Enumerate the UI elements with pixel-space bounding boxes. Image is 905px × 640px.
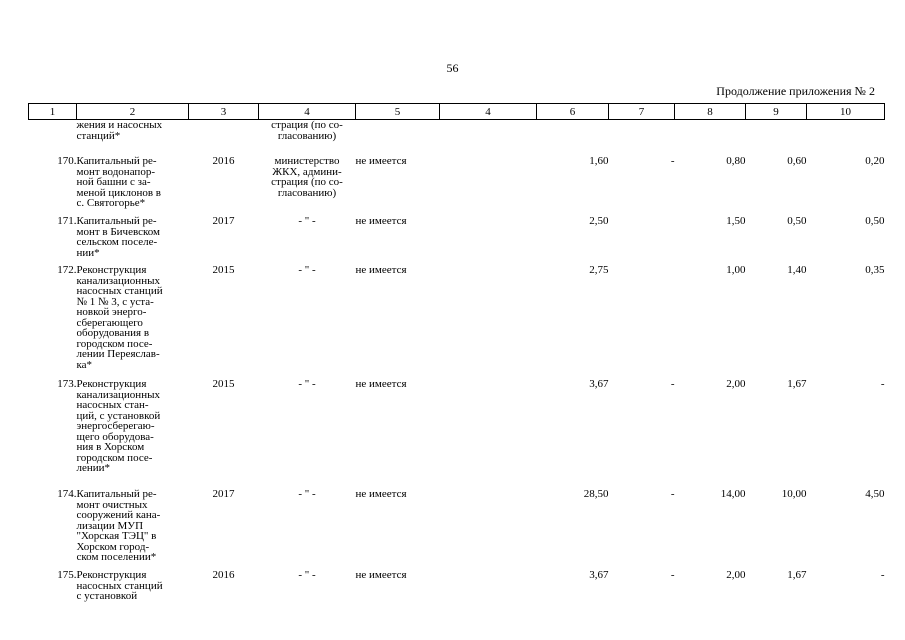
name-line: щего оборудова- <box>76 430 154 443</box>
name-line: Реконструкция <box>76 378 147 390</box>
header-cell: 1 <box>29 104 77 120</box>
org-line: - " - <box>298 488 316 500</box>
documentation-cell: не имеется <box>355 215 407 227</box>
col10-cell: - <box>880 378 885 390</box>
row-number-cell: 173. <box>57 378 77 390</box>
table-row <box>29 216 885 265</box>
name-line: нии* <box>76 246 100 259</box>
header-cell: 10 <box>807 104 885 120</box>
name-line: монт очистных <box>76 498 148 511</box>
header-cell: 3 <box>189 104 259 120</box>
total-cell: 3,67 <box>589 569 609 581</box>
header-row <box>29 104 885 120</box>
name-line: с. Святогорье* <box>76 197 146 209</box>
responsible-org-cell <box>259 216 356 265</box>
header-cell: 9 <box>746 104 807 120</box>
name-line: Капитальный ре- <box>76 215 157 227</box>
name-line: лении Переяслав- <box>76 348 160 360</box>
header-cell: 4 <box>259 104 356 120</box>
col7-cell: - <box>670 488 675 500</box>
col9-cell: 1,40 <box>787 264 807 276</box>
responsible-org-cell <box>259 489 356 570</box>
col7-cell: - <box>670 155 675 167</box>
year-cell: 2016 <box>212 569 235 581</box>
name-line: меной циклонов в <box>76 186 161 199</box>
header-cell: 6 <box>537 104 609 120</box>
cont-org-cell <box>259 120 356 157</box>
measure-name-cell <box>77 489 189 570</box>
name-line: Хорском город- <box>76 540 150 553</box>
measure-name-cell <box>77 265 189 379</box>
name-line: Реконструкция <box>76 569 147 581</box>
org-line: - " - <box>298 569 316 581</box>
table-row <box>29 570 885 610</box>
header-cell: 5 <box>356 104 440 120</box>
name-line: канализационных <box>76 274 160 287</box>
org-line: - " - <box>298 215 316 227</box>
col8-cell: 1,50 <box>726 215 746 227</box>
col4-cell <box>440 156 537 216</box>
name-line: Капитальный ре- <box>76 155 157 167</box>
col9-cell: 0,60 <box>787 155 807 167</box>
col9-cell: 0,50 <box>787 215 807 227</box>
col10-cell: - <box>880 569 885 581</box>
col10-cell: 0,50 <box>865 215 885 227</box>
row-number-cell: 175. <box>57 569 77 581</box>
year-cell: 2015 <box>212 378 235 390</box>
header-cell: 2 <box>77 104 189 120</box>
responsible-org-cell <box>259 265 356 379</box>
cont-name-cell <box>77 120 189 157</box>
name-line: монт водонапор- <box>76 165 155 178</box>
total-cell: 1,60 <box>589 155 609 167</box>
col4-cell <box>440 379 537 489</box>
header-cell: 4 <box>440 104 537 120</box>
total-cell: 2,50 <box>589 215 609 227</box>
name-line: ском поселении* <box>76 551 157 563</box>
responsible-org-cell <box>259 570 356 610</box>
name-line: насосных стан- <box>76 399 149 411</box>
org-line: страция (по со- <box>271 119 343 131</box>
org-line: гласованию) <box>277 129 337 142</box>
responsible-org-cell <box>259 156 356 216</box>
col4-cell <box>440 265 537 379</box>
col10-cell: 0,35 <box>865 264 885 276</box>
name-line: лизации МУП <box>76 519 144 532</box>
page-number: 56 <box>446 61 459 75</box>
name-line: энергосберегаю- <box>76 420 155 432</box>
col9-cell: 10,00 <box>781 488 807 500</box>
name-line: сельском поселе- <box>76 236 158 248</box>
year-cell: 2016 <box>212 155 235 167</box>
header-cell: 7 <box>609 104 675 120</box>
col8-cell: 2,00 <box>726 378 746 390</box>
year-cell: 2015 <box>212 264 235 276</box>
col10-cell: 4,50 <box>865 488 885 500</box>
documentation-cell: не имеется <box>355 155 407 167</box>
name-line: ной башни с за- <box>76 176 151 188</box>
name-line: ка* <box>76 358 93 371</box>
name-line: ций, с установкой <box>76 409 161 422</box>
row-number-cell: 170. <box>57 155 77 167</box>
name-line: оборудования в <box>76 327 150 339</box>
name-line: сооружений кана- <box>76 509 161 521</box>
col4-cell <box>440 216 537 265</box>
org-line: - " - <box>298 378 316 390</box>
continuation-row <box>29 120 885 157</box>
responsible-org-cell <box>259 379 356 489</box>
continuation-caption: Продолжение приложения № 2 <box>716 84 875 98</box>
col10-cell: 0,20 <box>865 155 885 167</box>
name-line: канализационных <box>76 388 160 401</box>
year-cell: 2017 <box>212 215 235 227</box>
name-line: насосных станций <box>76 285 163 297</box>
org-line: гласованию) <box>277 186 337 199</box>
measure-name-cell <box>77 379 189 489</box>
total-cell: 3,67 <box>589 378 609 390</box>
table-row <box>29 156 885 216</box>
name-line: с установкой <box>76 590 138 602</box>
table-row <box>29 489 885 570</box>
total-cell: 28,50 <box>583 488 609 500</box>
measure-name-cell <box>77 156 189 216</box>
name-line: № 1 № 3, с уста- <box>76 295 154 308</box>
org-line: страция (по со- <box>271 176 343 188</box>
table-row <box>29 265 885 379</box>
name-line: городском посе- <box>76 337 153 350</box>
col8-cell: 1,00 <box>726 264 746 276</box>
appendix-table <box>28 103 885 610</box>
row-number-cell: 174. <box>57 488 77 500</box>
org-line: - " - <box>298 264 316 276</box>
documentation-cell: не имеется <box>355 378 407 390</box>
name-line: жения и насосных <box>76 119 163 131</box>
name-line: Реконструкция <box>76 264 147 276</box>
header-cell: 8 <box>675 104 746 120</box>
col4-cell <box>440 489 537 570</box>
name-line: "Хорская ТЭЦ" в <box>76 530 157 542</box>
col7-cell: - <box>670 378 675 390</box>
name-line: монт в Бичевском <box>76 225 161 238</box>
documentation-cell: не имеется <box>355 569 407 581</box>
col9-cell: 1,67 <box>787 569 807 581</box>
documentation-cell: не имеется <box>355 264 407 276</box>
measure-name-cell <box>77 570 189 610</box>
name-line: лении* <box>76 462 111 474</box>
name-line: ния в Хорском <box>76 441 145 453</box>
col8-cell: 14,00 <box>720 488 746 500</box>
col8-cell: 0,80 <box>726 155 746 167</box>
name-line: станций* <box>76 129 121 142</box>
documentation-cell: не имеется <box>355 488 407 500</box>
name-line: сберегающего <box>76 316 143 329</box>
total-cell: 2,75 <box>589 264 609 276</box>
name-line: Капитальный ре- <box>76 488 157 500</box>
col7-cell <box>609 265 675 379</box>
name-line: насосных станций <box>76 579 163 592</box>
name-line: новкой энерго- <box>76 306 147 318</box>
col7-cell: - <box>670 569 675 581</box>
table-row <box>29 379 885 489</box>
year-cell: 2017 <box>212 488 235 500</box>
col7-cell <box>609 216 675 265</box>
org-line: министерство <box>274 155 340 167</box>
row-number-cell: 171. <box>57 215 77 227</box>
col8-cell: 2,00 <box>726 569 746 581</box>
org-line: ЖКХ, админи- <box>272 165 342 178</box>
row-number-cell: 172. <box>57 264 77 276</box>
col4-cell <box>440 570 537 610</box>
col9-cell: 1,67 <box>787 378 807 390</box>
name-line: городском посе- <box>76 451 153 464</box>
measure-name-cell <box>77 216 189 265</box>
